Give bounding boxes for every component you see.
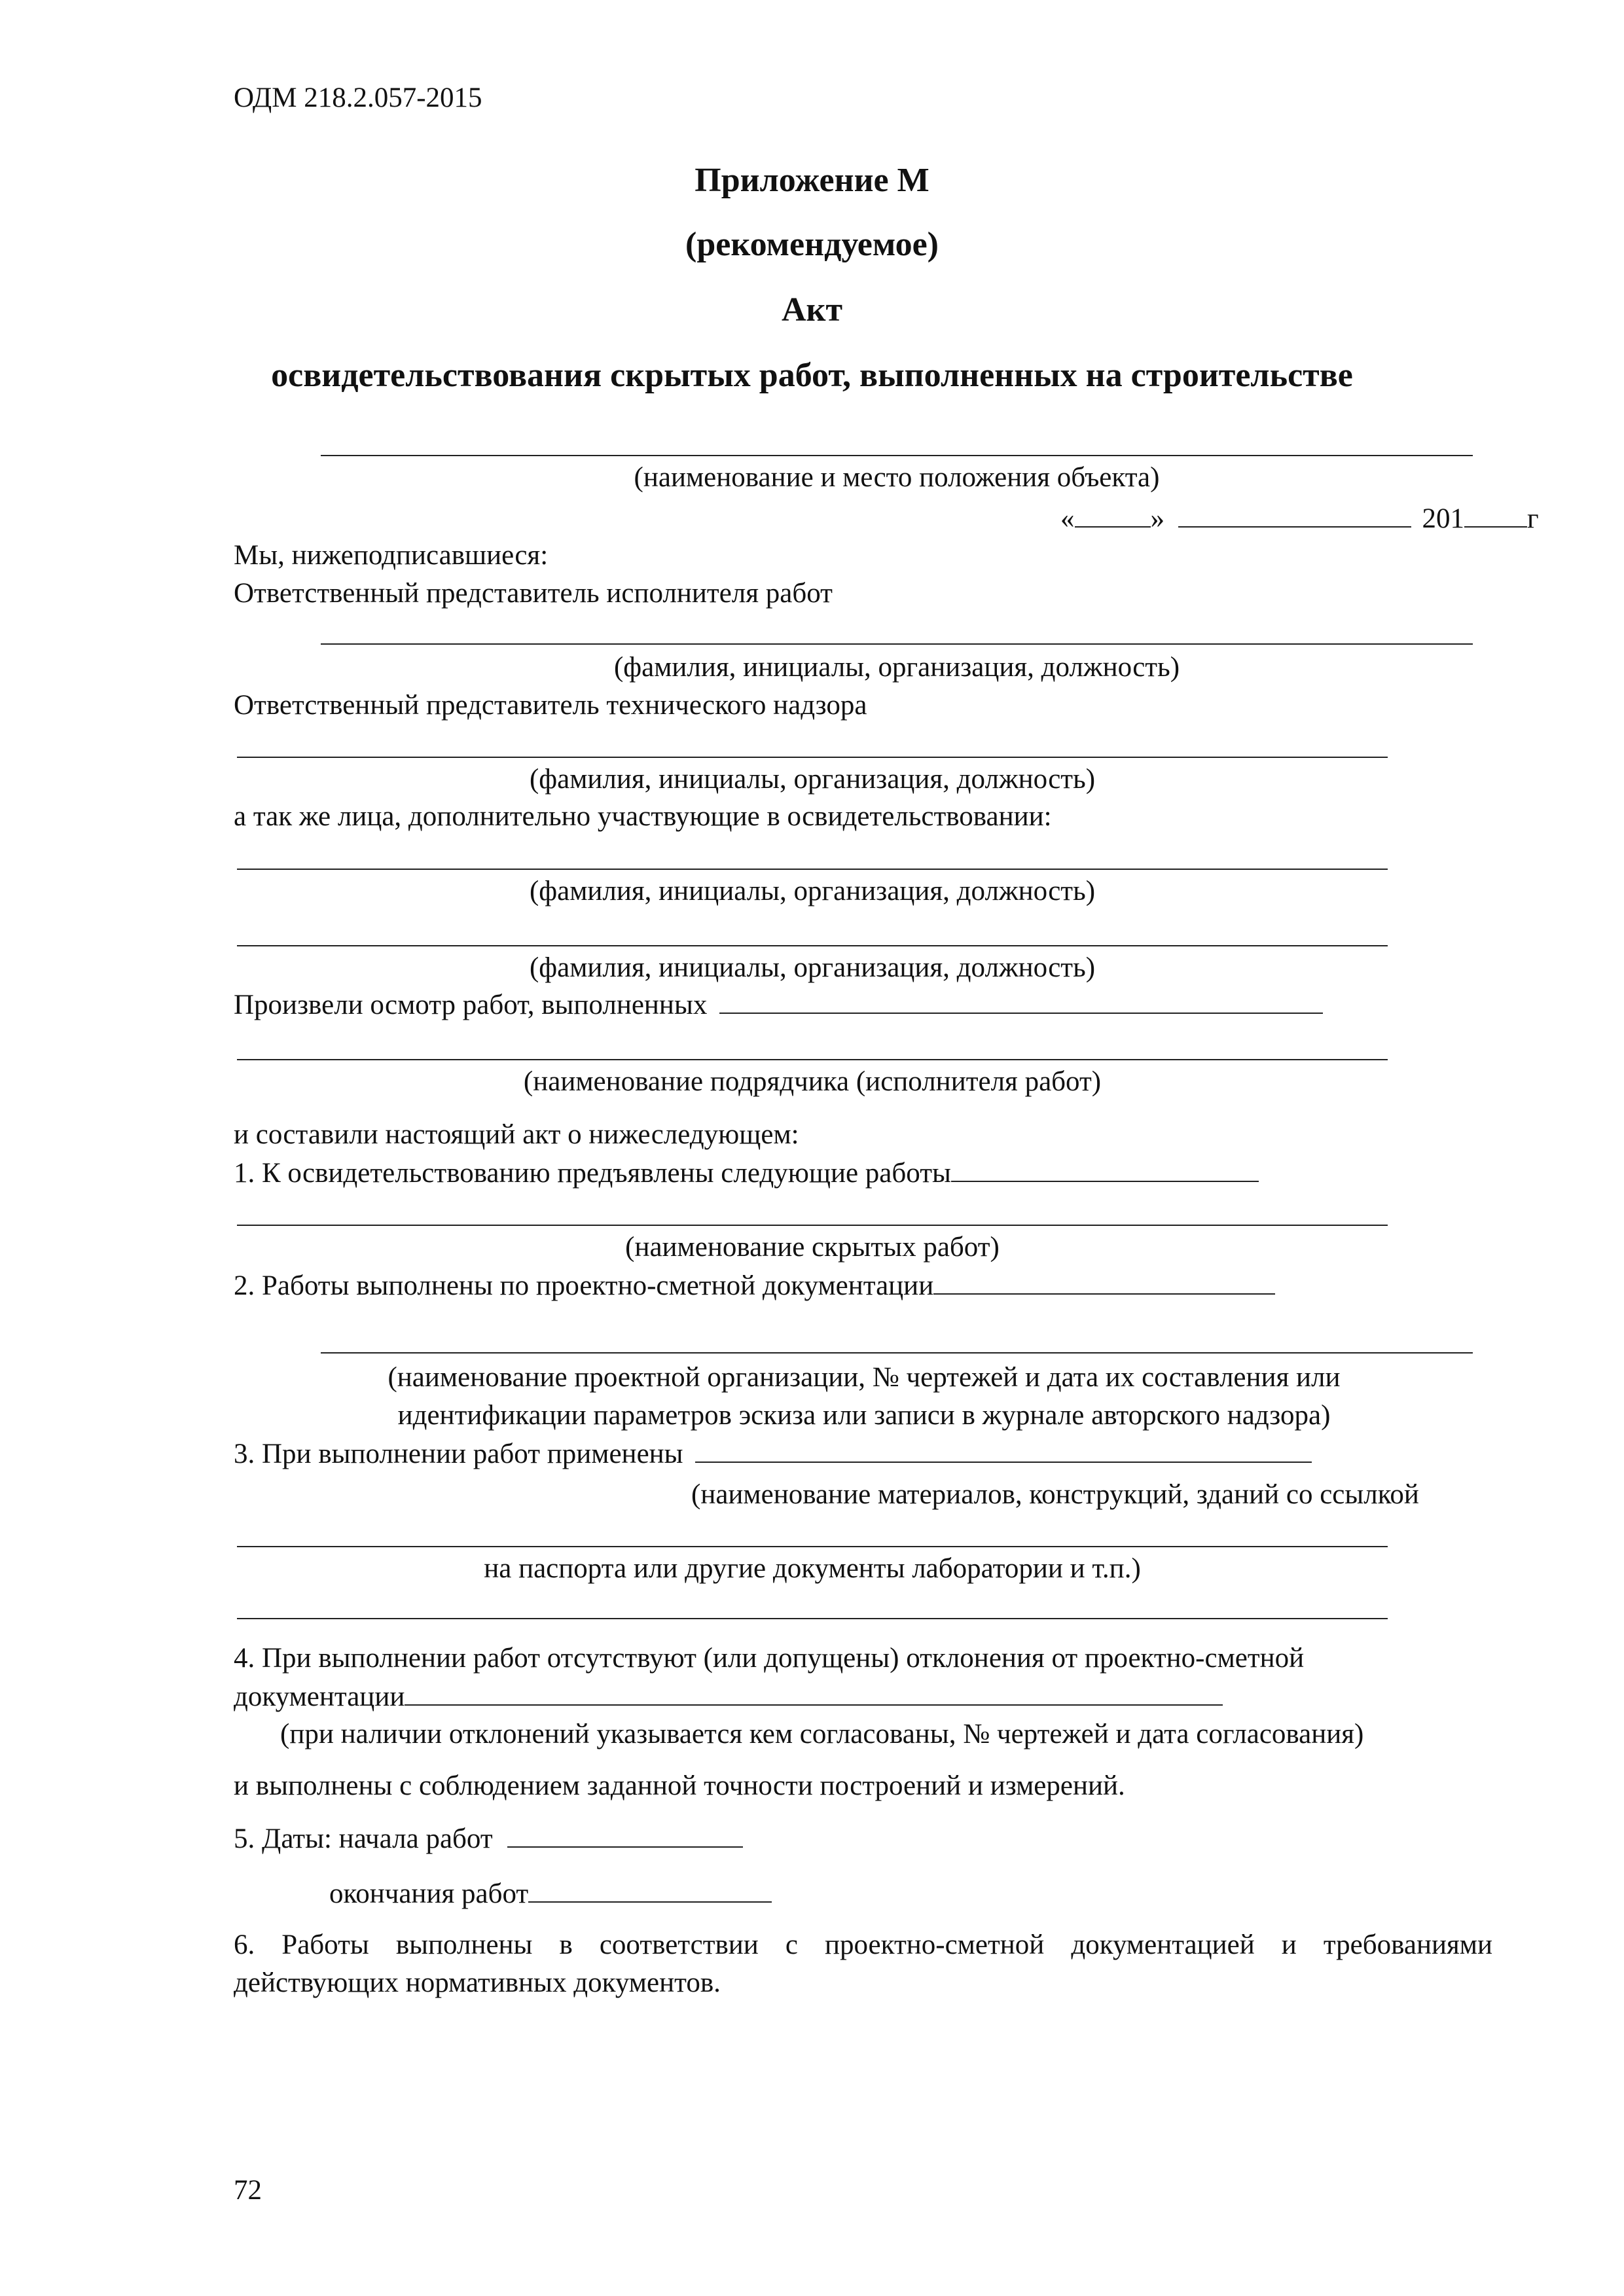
item-4-label: документации [234,1681,405,1712]
item-2-row [234,1271,1275,1300]
hidden-works-line[interactable] [237,1225,1388,1226]
project-doc-line[interactable] [321,1352,1473,1354]
contractor-line[interactable] [237,1059,1388,1060]
item-4-line-1: 4. При выполнении работ отсутствуют (или допущены) отклонения от проектно-сметной [234,1643,1305,1674]
deviation-caption: (при наличии отклонений указывается кем согласованы, № чертежей и дата согласования) [280,1719,1364,1749]
materials-line-1[interactable] [237,1546,1388,1547]
date-year: 201 [1422,503,1464,534]
date-year-field[interactable] [1464,504,1527,528]
rep-supervision-label: Ответственный представитель технического надзора [234,690,867,721]
inspected-label: Произвели осмотр работ, выполненных [234,990,708,1020]
item-5-end-row [329,1879,772,1908]
item-6-line-1: 6. Работы выполнены в соответствии с проектно-сметной документацией и требованиями [234,1929,1492,1960]
project-caption-2: идентификации параметров эскиза или записи в журнале авторского надзора) [397,1400,1331,1431]
date-open-quote: « [1060,503,1075,534]
document-code: ОДМ 218.2.057-2015 [234,82,482,113]
materials-caption-2: на паспорта или другие документы лаборатории и т.п.) [484,1553,1141,1584]
item-4-field[interactable] [405,1682,1223,1706]
page-number: 72 [234,2175,262,2206]
inspected-field[interactable] [719,990,1323,1014]
date-month-field[interactable] [1178,504,1411,528]
materials-line-2[interactable] [237,1618,1388,1619]
appendix-status: (рекомендуемое) [685,226,939,263]
accuracy-text: и выполнены с соблюдением заданной точности построений и измерений. [234,1770,1125,1801]
date-close-quote: » [1150,503,1164,534]
date-line [1060,504,1539,533]
item-5-start-label: 5. Даты: начала работ [234,1823,493,1854]
item-1-row [234,1158,1259,1187]
item-3-label: 3. При выполнении работ применены [234,1439,683,1469]
other-person-2-caption: (фамилия, инициалы, организация, должность) [529,952,1096,983]
other-person-1-line[interactable] [237,869,1388,870]
project-caption-1: (наименование проектной организации, № чертежей и дата их составления или [388,1362,1341,1393]
contractor-caption: (наименование подрядчика (исполнителя работ) [523,1066,1102,1097]
act-title: Акт [781,291,843,329]
others-label: а так же лица, дополнительно участвующие в освидетельствовании: [234,801,1052,832]
hidden-works-caption: (наименование скрытых работ) [625,1232,1000,1263]
other-person-1-caption: (фамилия, инициалы, организация, должность) [529,876,1096,906]
end-date-field[interactable] [528,1879,772,1903]
item-2-field[interactable] [933,1271,1275,1295]
materials-caption-1: (наименование материалов, конструкций, зданий со ссылкой [691,1479,1419,1510]
rep-supervision-line[interactable] [237,757,1388,758]
rep-contractor-label: Ответственный представитель исполнителя работ [234,578,833,609]
date-suffix: г [1527,503,1539,534]
item-1-label: 1. К освидетельствованию предъявлены следующие работы [234,1158,951,1189]
rep-supervision-caption: (фамилия, инициалы, организация, должность) [529,764,1096,795]
date-day-field[interactable] [1075,504,1151,528]
item-6-line-2: действующих нормативных документов. [234,1967,721,1998]
inspected-row [234,990,1323,1019]
compiled-text: и составили настоящий акт о нижеследующем: [234,1119,799,1150]
object-name-caption: (наименование и место положения объекта) [634,462,1160,493]
other-person-2-line[interactable] [237,945,1388,946]
rep-contractor-line[interactable] [321,643,1473,645]
item-4-row [234,1682,1223,1711]
act-subject: освидетельствования скрытых работ, выполненных на строительстве [271,357,1353,394]
rep-contractor-caption: (фамилия, инициалы, организация, должность) [613,652,1180,683]
object-name-line[interactable] [321,455,1473,456]
item-3-field[interactable] [695,1439,1312,1463]
item-5-end-label: окончания работ [329,1878,529,1909]
we-signed-text: Мы, нижеподписавшиеся: [234,540,549,571]
start-date-field[interactable] [507,1824,743,1848]
item-2-label: 2. Работы выполнены по проектно-сметной документации [234,1270,934,1301]
item-3-row [234,1439,1312,1468]
item-1-field[interactable] [951,1158,1259,1182]
appendix-title: Приложение М [695,162,929,199]
item-5-start-row [234,1824,743,1853]
